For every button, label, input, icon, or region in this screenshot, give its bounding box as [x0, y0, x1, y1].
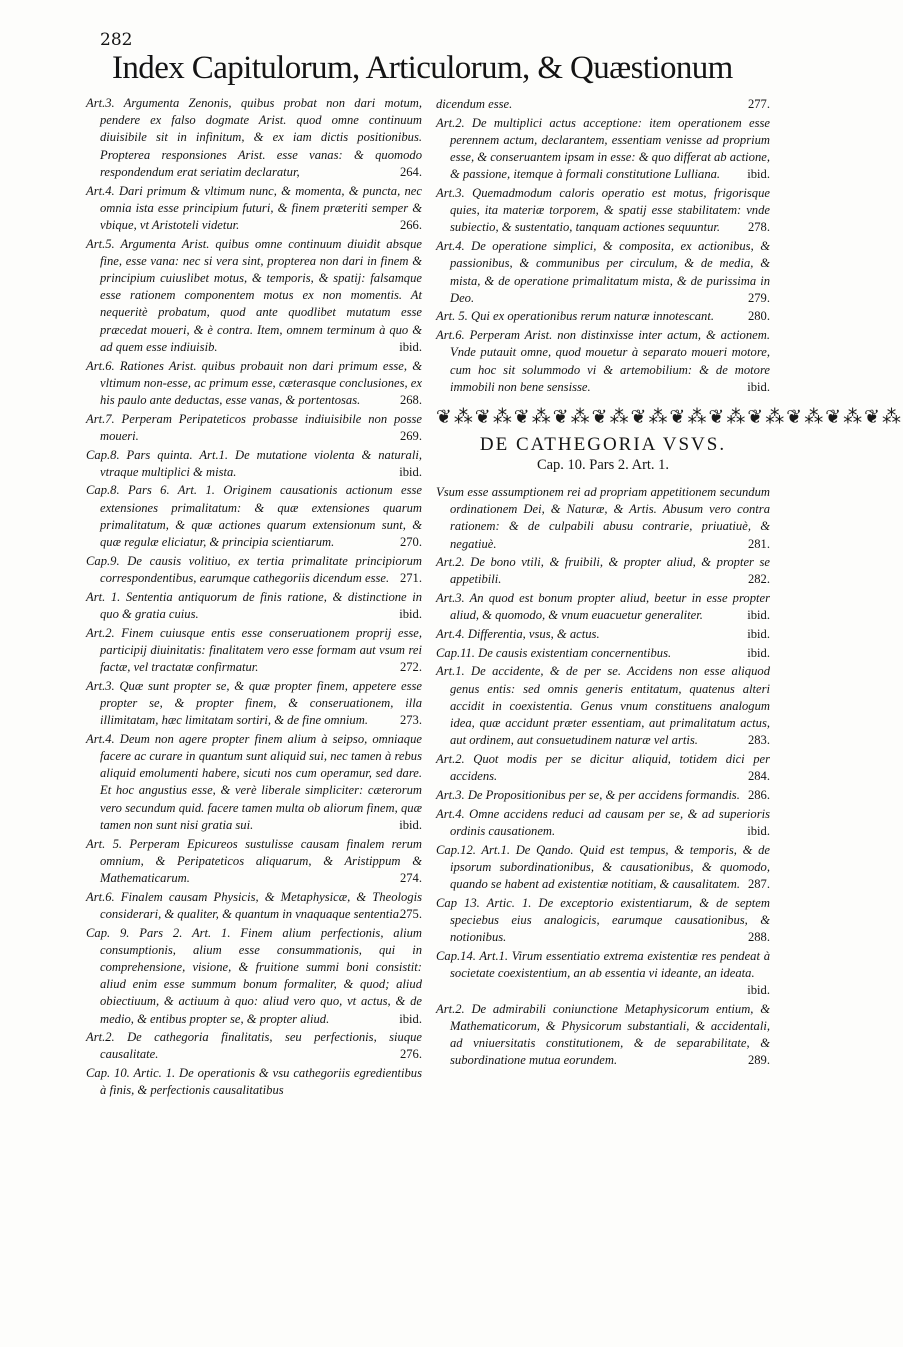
index-entry: [436, 554, 770, 588]
entry-text: Art. 1. Sententia antiquorum de finis ratione, & distinctione in quo & gratia cuius.: [86, 589, 422, 621]
entry-text: Art.3. An quod est bonum propter aliud, beetur in esse propter aliud, & quomodo, & vnum euacuetur generaliter.: [436, 591, 770, 623]
index-entry: [86, 447, 422, 481]
entry-page-ref: 273.: [399, 713, 422, 728]
entry-text: Cap.11. De causis existentiam concernentibus.: [436, 645, 672, 660]
entry-text: Art.6. Finalem causam Physicis, & Metaphysicæ, & Theologis considerari, & qualiter, & quantum in vnaquaque sententia.: [86, 889, 422, 921]
entry-text: Art.1. De accidente, & de per se. Accidens non esse aliquod genus entis: sed omnis generis entitatum, quatenus alteri accidit in coexistentia. Genus vnum constituens analogum idea, quæ accidunt præter essentiam, aut primalitatum actus, aut ordinem, aut consuetudinem naturæ vel artis.: [436, 664, 770, 748]
index-entry: [86, 482, 422, 551]
ornament-divider: ❦⁂❦⁂❦⁂❦⁂❦⁂❦⁂❦⁂❦⁂❦⁂❦⁂❦⁂❦⁂: [436, 405, 903, 428]
index-entry: [436, 895, 770, 947]
index-entry: [86, 1029, 422, 1063]
entry-page-ref: ibid.: [399, 1011, 422, 1026]
entry-text: Art.2. De multiplici actus acceptione: item operationem esse perennem actum, declarantem, essentiam venisse ad proprium esse, & conseruantem ipsam in esse: & quo differat ab actione, & passione, itemque à formali constitutione Lulliana.: [436, 115, 770, 182]
entry-page-ref: 282.: [747, 572, 770, 587]
entry-text: Cap.12. Art.1. De Qando. Quid est tempus, & temporis, & de ipsorum subordinationibus, & causationibus, & quomodo, quando se habent ad existentiæ notitiam, & causalitatem.: [436, 842, 770, 891]
entry-page-ref: 279.: [747, 290, 770, 305]
entry-text: Art.4. Dari primum & vltimum nunc, & momenta, & puncta, nec omnia ista esse principium futuri, & finem præteriti semper & vbique, vt Aristoteli videtur.: [86, 183, 422, 232]
index-entry: [436, 842, 770, 894]
left-column: [86, 95, 422, 1101]
index-entry: [86, 411, 422, 445]
index-entry: [436, 115, 770, 184]
entry-text: Art.7. Perperam Peripateticos probasse indiuisibile non posse moueri.: [86, 411, 422, 443]
entry-text: Art.4. Deum non agere propter finem alium à seipso, omniaque facere ac curare in quantum sunt aliquid sui, nec tamen à rebus aliquid emolumenti habere, sicuti nos cum operamur, sed dare. Et hoc angustius esse, & verè liberale simpliciter: cæterorum vero secundum quid. facere tamen multa ob aliorum finem, quæ tamen non sunt nisi gratia sui.: [86, 731, 422, 832]
index-entry: [436, 238, 770, 307]
index-entry: [436, 645, 770, 662]
index-entry: [436, 185, 770, 237]
index-entry: [86, 836, 422, 888]
entry-page-ref: 268.: [399, 392, 422, 407]
entry-text: Cap.8. Pars quinta. Art.1. De mutatione violenta & naturali, vtraque multiplici & mista.: [86, 447, 422, 479]
index-entry: [86, 625, 422, 677]
right-column: [436, 96, 903, 1071]
entry-page-ref: ibid.: [747, 823, 770, 838]
index-entry: [436, 663, 770, 749]
entry-text: Art.2. De cathegoria finalitatis, seu perfectionis, siuque causalitate.: [86, 1030, 422, 1062]
entry-text: Art.6. Rationes Arist. quibus probauit non dari primum esse, & vltimum non-esse, ac primum esse, cæterasque conclusiones, ex his paulo ante deductas, esse vanas, & portentosas.: [86, 358, 422, 407]
index-entry: [436, 327, 770, 396]
entry-page-ref: 287.: [747, 876, 770, 891]
entry-page-ref: 277.: [747, 97, 770, 111]
index-entry: [436, 626, 770, 643]
entry-page-ref: ibid.: [399, 464, 422, 479]
entry-page-ref: 266.: [399, 217, 422, 232]
entry-text: Art.4. De operatione simplici, & composita, ex actionibus, & passionibus, & communibus per circulum, & de media, & mista, & de operatione primalitatum mista, & de purissima in Deo.: [436, 239, 770, 305]
entry-page-ref: 264.: [399, 164, 422, 179]
entry-text: Art.4. Omne accidens reduci ad causam per se, & ad superioris ordinis causationem.: [436, 806, 770, 838]
index-entry: [436, 96, 770, 113]
entry-page-ref: ibid.: [399, 606, 422, 621]
entry-text: Art.3. Quæ sunt propter se, & quæ propter finem, appetere esse propter se, & propter finem, & conseruationem, illa illimitatam, hæc limitatam sortiri, & de fine omnium.: [86, 678, 422, 728]
entry-text: Art.4. Differentia, vsus, & actus.: [436, 627, 600, 642]
entry-text: Art.6. Perperam Arist. non distinxisse inter actum, & actionem. Vnde putauit omne, quod mouetur à separato moueri motore, cum hoc sit solummodo vi & artemobilium: & de motore immobili non bene sensisse.: [436, 328, 770, 394]
index-entry: [436, 806, 770, 840]
entry-page-ref: ibid.: [747, 983, 770, 998]
entry-text: Cap. 9. Pars 2. Art. 1. Finem alium perfectionis, alium consumptionis, alium esse consummationis, qui in comprehensione, visione, & fruitione summi boni consistit: aliud enim esse summum bonum formaliter, & quod; aliud obiectiuum, & actiuum à quo: aliud vero quo, vt actus, & de medio, & entibus propter se, & propter aliud.: [86, 925, 422, 1026]
entry-page-ref: 286.: [747, 787, 770, 802]
entry-page-ref: ibid.: [747, 167, 770, 182]
entry-page-ref: 276.: [399, 1047, 422, 1062]
entry-page-ref: 284.: [747, 769, 770, 784]
entry-page-ref: 280.: [747, 309, 770, 324]
entry-text: Art.3. De Propositionibus per se, & per accidens formandis.: [436, 787, 740, 802]
index-entry: [436, 1001, 770, 1070]
entry-page-ref: 269.: [399, 428, 422, 443]
entry-page-ref: 274.: [399, 870, 422, 885]
index-entry: [86, 553, 422, 587]
entry-text: Vsum esse assumptionem rei ad propriam appetitionem secundum ordinationem Dei, & Naturæ, & Artis. Abusum vero contra rationem: & de culpabili abusu contrarie, priuatiuè, & negatiuè.: [436, 484, 770, 551]
index-entry: [86, 889, 422, 923]
entry-text: Cap 13. Artic. 1. De exceptorio existentiarum, & de septem speciebus eius analogicis, earumque causationibus, & notionibus.: [436, 895, 770, 945]
entry-page-ref: ibid.: [399, 817, 422, 832]
index-entry: [86, 925, 422, 1028]
right-entries: [436, 96, 770, 396]
index-entry: [86, 731, 422, 834]
index-entry: [436, 751, 770, 785]
entry-page-ref: 289.: [747, 1053, 770, 1068]
entry-text: Cap.14. Art.1. Virum essentiatio extrema existentiæ res pendeat à societate coexistentium, an ab essentia vi ideante, an ideata.: [436, 948, 770, 980]
entry-text: Art.2. De admirabili coniunctione Metaphysicorum entium, & Mathematicorum, & Physicorum substantiali, & accidentali, ad vniuersitatis constitutionem, & de separabilitate, & subordinatione mutua eorundem.: [436, 1001, 770, 1068]
entry-text: Art.2. Quot modis per se dicitur aliquid, totidem dici per accidens.: [436, 752, 770, 784]
entry-page-ref: 275.: [399, 906, 422, 921]
index-entry: [436, 787, 770, 804]
entry-page-ref: ibid.: [747, 608, 770, 623]
entry-page-ref: 281.: [747, 536, 770, 551]
index-entry: [86, 1065, 422, 1099]
entry-text: Cap. 10. Artic. 1. De operationis & vsu cathegoriis egredientibus à finis, & perfectionis causalitatibus: [86, 1066, 422, 1098]
page-number: 282: [100, 30, 133, 50]
entry-text: Cap.9. De causis volitiuo, ex tertia primalitate principiorum correspondentibus, earumque cathegoriis dicendum esse.: [86, 553, 422, 585]
index-entry: [86, 183, 422, 235]
index-entry: [86, 589, 422, 623]
index-entry: [86, 678, 422, 730]
index-entry: [436, 948, 770, 1000]
section-heading: DE CATHEGORIA VSVS.: [479, 433, 727, 455]
entry-page-ref: 272.: [399, 660, 422, 674]
index-entry: [436, 308, 770, 325]
entry-text: Art.2. Finem cuiusque entis esse conseruationem proprij esse, participij diuinitatis: finalitatem vero esse formam aut vsum rei factæ, vel tractatæ confirmatur.: [86, 625, 422, 674]
entry-page-ref: 270.: [399, 535, 422, 550]
section-subheading: Cap. 10. Pars 2. Art. 1.: [536, 456, 670, 473]
entry-text: Cap.8. Pars 6. Art. 1. Originem causationis actionum esse extensiones primalitatum: & quæ extensiones quarum primalitatum, & quæ actiones quarum extensionum sunt, & quæ regulæ eliciatur, & principia scientiarum.: [86, 483, 422, 550]
entry-page-ref: ibid.: [747, 627, 770, 642]
entry-text: Art.5. Argumenta Arist. quibus omne continuum diuidit absque fine, esse vana: nec si vera sint, propterea non dari in finem & principium cuiuslibet motus, & temporis, & spatij: falsamque esse rationem componentem motus ex non momentis. At nequeritè probatum, quod ante quodlibet mutatum esse præcedat moueri, & è contra. Item, omnem terminum à quo & ad quem esse indiuisib.: [86, 236, 422, 354]
entry-text: Art. 5. Perperam Epicureos sustulisse causam finalem rerum omnium, & Peripateticos aliquarum, & Aristippum & Mathematicarum.: [86, 836, 422, 885]
index-entry: [436, 484, 770, 553]
section-entries: [436, 484, 770, 1070]
index-entry: [86, 95, 422, 181]
entry-page-ref: 288.: [747, 930, 770, 945]
index-entry: [86, 358, 422, 410]
entry-page-ref: 278.: [747, 220, 770, 235]
entry-page-ref: 283.: [747, 733, 770, 748]
entry-text: Art.3. Argumenta Zenonis, quibus probat non dari motum, pendere ex falso dogmate Arist. quod omne continuum diuisibile sit in infinitum, & ex iam dictis positionibus. Propterea responsiones Arist. esse vanas: & quomodo respondendum erat seriatim declaratur,: [86, 96, 422, 179]
entry-text: Art. 5. Qui ex operationibus rerum naturæ innotescant.: [436, 309, 714, 324]
entry-page-ref: ibid.: [399, 339, 422, 354]
entry-text: Art.3. Quemadmodum caloris operatio est motus, frigorisque quies, ita materiæ torporem, & spatij esse stabilitatem: vnde subiectio, & sustentatio, tanquam actiones sequuntur.: [436, 186, 770, 235]
entry-text: dicendum esse.: [436, 97, 513, 111]
entry-page-ref: ibid.: [747, 379, 770, 394]
index-entry: [436, 590, 770, 624]
index-entry: [86, 236, 422, 356]
entry-page-ref: ibid.: [747, 645, 770, 660]
entry-text: Art.2. De bono vtili, & fruibili, & propter aliud, & propter se appetibili.: [436, 555, 770, 587]
entry-page-ref: 271.: [399, 570, 422, 585]
page-title: Index Capitulorum, Articulorum, & Quæstionum: [112, 50, 733, 86]
